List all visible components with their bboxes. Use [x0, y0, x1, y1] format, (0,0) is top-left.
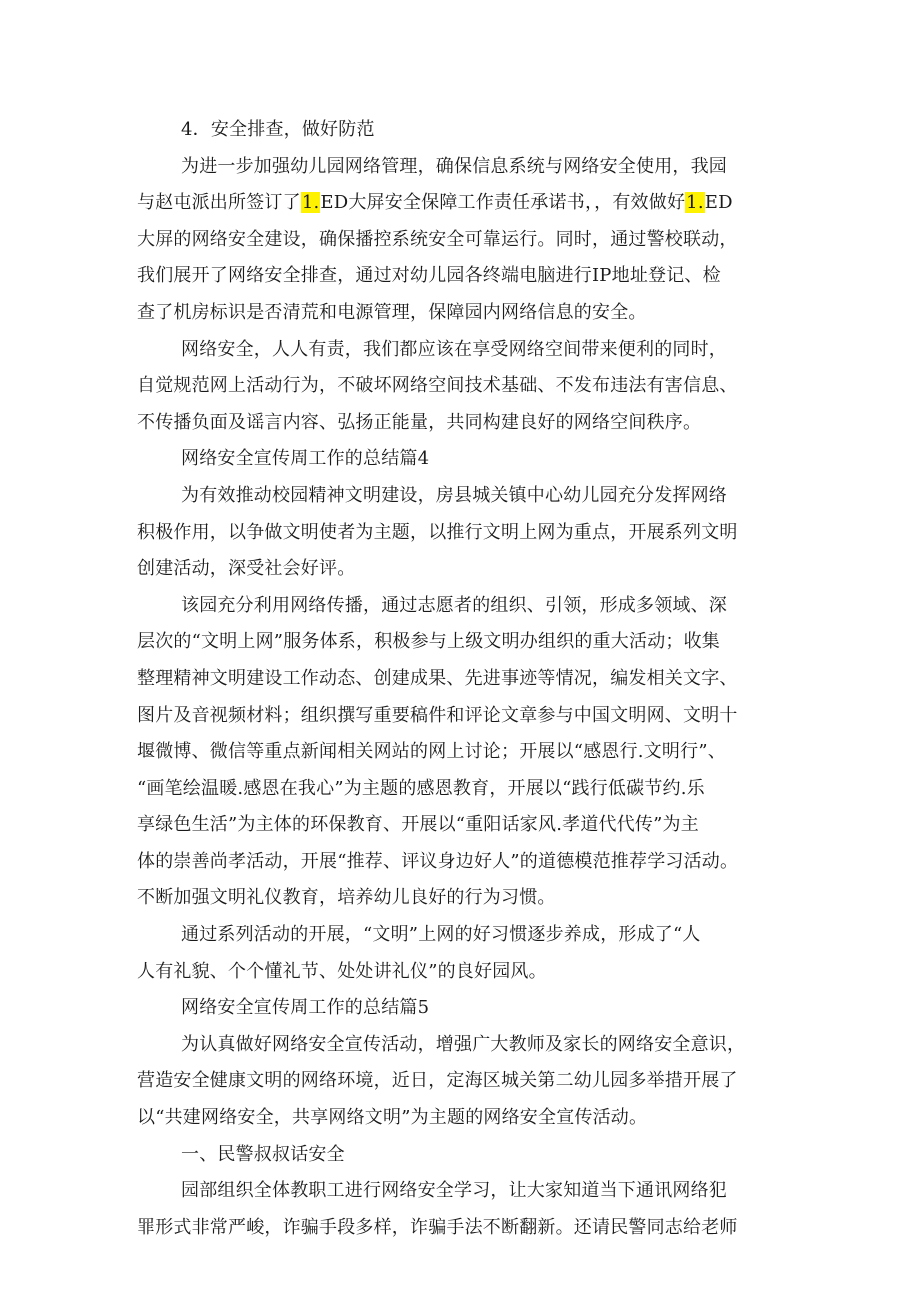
- text-segment: ED: [704, 192, 733, 214]
- text-line: 网络安全宣传周工作的总结篇4: [181, 448, 430, 470]
- text-line: 不传播负面及谣言内容、弘扬正能量，共同构建良好的网络空间秩序。: [137, 411, 702, 433]
- text-line: 不断加强文明礼仪教育，培养幼儿良好的行为习惯。: [137, 887, 556, 909]
- text-line: [137, 185, 789, 222]
- text-line: 营造安全健康文明的网络环境，近日，定海区城关第二幼儿园多举措开展了: [137, 1070, 738, 1092]
- text-line: 创建活动，深受社会好评。: [137, 558, 356, 580]
- text-line: 大屏的网络安全建设，确保播控系统安全可靠运行。同时，通过警校联动，: [137, 228, 738, 250]
- text-line: 为有效推动校园精神文明建设，房县城关镇中心幼儿园充分发挥网络: [181, 484, 727, 506]
- text-line: 整理精神文明建设工作动态、创建成果、先进事迹等情况，编发相关文字、: [137, 667, 738, 689]
- text-line: 罪形式非常严峻，诈骗手段多样，诈骗手法不断翻新。还请民警同志给老师: [137, 1216, 738, 1238]
- highlighted-text: 1.: [686, 192, 704, 214]
- text-line: 我们展开了网络安全排查，通过对幼儿园各终端电脑进行IP地址登记、检: [137, 265, 721, 287]
- text-line: 网络安全，人人有责，我们都应该在享受网络空间带来便利的同时，: [181, 338, 727, 360]
- text-line: 为认真做好网络安全宣传活动，增强广大教师及家长的网络安全意识，: [181, 1033, 746, 1055]
- text-line: 以“共建网络安全，共享网络文明”为主题的网络安全宣传活动。: [137, 1107, 648, 1129]
- text-line: 人有礼貌、个个懂礼节、处处讲礼仪”的良好园风。: [137, 960, 547, 982]
- text-line: 4．安全排查，做好防范: [181, 119, 375, 140]
- text-line: 体的崇善尚孝活动，开展“推荐、评议身边好人”的道德模范推荐学习活动。: [137, 850, 739, 872]
- text-line: 网络安全宣传周工作的总结篇5: [181, 997, 430, 1019]
- text-line: 享绿色生活”为主体的环保教育、开展以“重阳话家风.孝道代代传”为主: [137, 814, 699, 836]
- text-line: 堰微博、微信等重点新闻相关网站的网上讨论；开展以“感恩行.文明行”、: [137, 741, 726, 763]
- text-line: 查了机房标识是否清荒和电源管理，保障园内网络信息的安全。: [137, 301, 647, 323]
- text-line: 积极作用，以争做文明使者为主题，以推行文明上网为重点，开展系列文明: [137, 521, 738, 543]
- text-line: 通过系列活动的开展，“文明”上网的好习惯逐步养成，形成了“人: [181, 924, 701, 946]
- text-line: 该园充分利用网络传播，通过志愿者的组织、引领，形成多领域、深: [181, 594, 727, 616]
- text-line: 自觉规范网上活动行为，不破坏网络空间技术基础、不发布违法有害信息、: [137, 375, 738, 397]
- text-line: 图片及音视频材料；组织撰写重要稿件和评论文章参与中国文明网、文明十: [137, 704, 738, 726]
- highlighted-text: 1.: [301, 192, 320, 214]
- text-line: 为进一步加强幼儿园网络管理，确保信息系统与网络安全使用，我园: [181, 155, 727, 177]
- text-line: 园部组织全体教职工进行网络安全学习，让大家知道当下通讯网络犯: [181, 1180, 727, 1202]
- text-segment: ED大屏安全保障工作责任承诺书，，有效做好: [320, 192, 686, 214]
- text-line: “画笔绘温暖.感恩在我心”为主题的感恩教育，开展以“践行低碳节约.乐: [137, 777, 705, 799]
- text-line: 一、民警叔叔话安全: [181, 1143, 345, 1165]
- text-segment: 与赵屯派出所签订了: [137, 192, 301, 214]
- document-body: [137, 112, 789, 1246]
- text-line: 层次的“文明上网”服务体系，积极参与上级文明办组织的重大活动；收集: [137, 631, 721, 653]
